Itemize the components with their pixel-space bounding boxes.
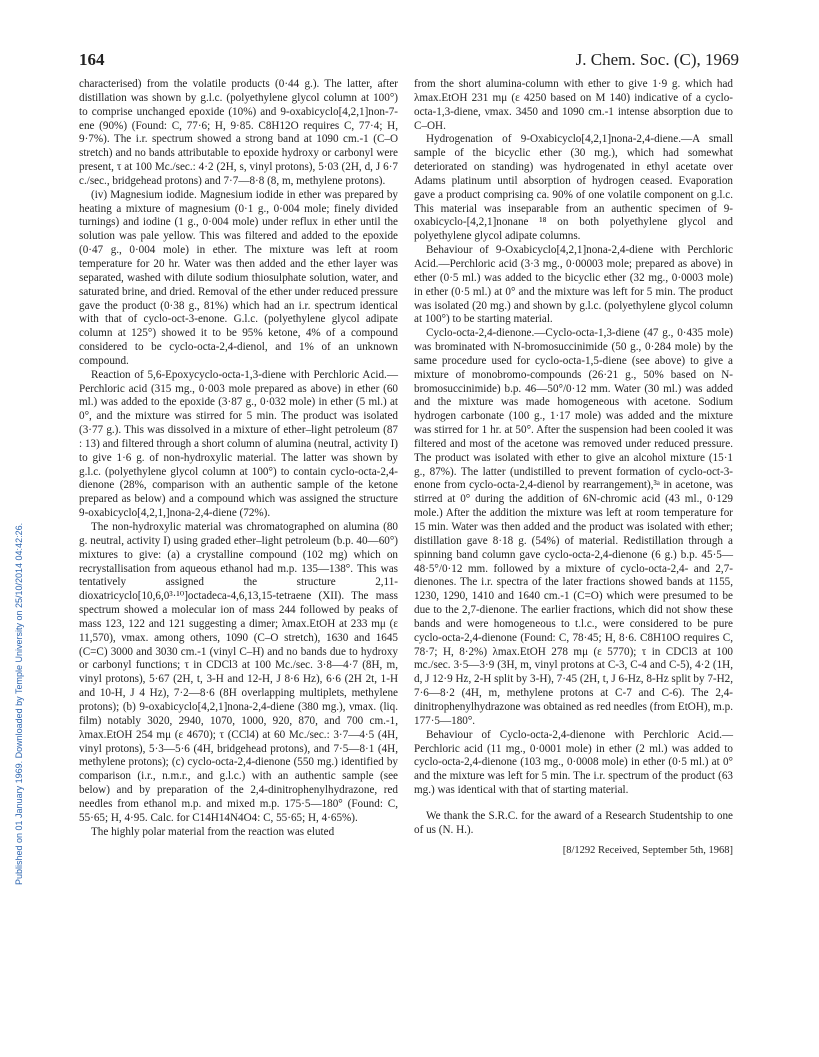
acknowledgement: We thank the S.R.C. for the award of a Research Studentship to one of us (N. H.). bbox=[414, 809, 733, 836]
paragraph: Hydrogenation of 9-Oxabicyclo[4,2,1]nona-2,4-diene.—A small sample of the bicyclic ether (30 mg.), which had somewhat deteriorated on standing) was hydrogenated in ethyl acetate over Adams platinum until absorption of hydrogen ceased. Evaporation gave a product comprising ca. 90% of one volatile component on g.l.c. This material was inseparable from an authentic specimen of 9-oxabicyclo-[4,2,1]nonane ¹⁸ on both polyethylene glycol and polyethylene glycol adipate columns. bbox=[414, 133, 733, 243]
received-line: [8/1292 Received, September 5th, 1968] bbox=[562, 844, 733, 856]
paragraph: The highly polar material from the reaction was eluted bbox=[91, 825, 335, 838]
paragraph: The non-hydroxylic material was chromatographed on alumina (80 g. neutral, activity I) using graded ether–light petroleum (b.p. 40—60°) mixtures to give: (a) a crystalline compound (102 mg) which on recrystallisation from aqueous ethanol had m.p. 135—138°. This was tentatively assigned the structure 2,11-dioxatricyclo[10,6,0³·¹⁰]octadeca-4,6,13,15-tetraene (XII). The mass spectrum showed a molecular ion of mass 244 followed by peaks of mass 123, 122 and 121 suggesting a dimer; λmax.EtOH at 233 mμ (ε 11,570), νmax. among others, 1090 (C–O stretch), 1630 and 1645 (C=C) 3000 and 3030 cm.-1 (vinyl C–H) and no bands due to hydroxy or carbonyl functions; τ in CDCl3 at 100 Mc./sec. 3·8—4·7 (8H, m, vinyl protons), 5·67 (2H, t, 3-H and 12-H, J 8·6 Hz), 6·6 (2H 2t, 1-H and 10-H, J 4 Hz), 7·2—8·6 (8H overlapping multiplets, methylene protons); (b) 9-oxabicyclo[4,2,1]nona-2,4-diene (380 mg.), νmax. (liq. film) notably 3020, 2940, 1070, 1000, 920, 870, and 700 cm.-1, λmax.EtOH 254 mμ (ε 4670); τ (CCl4) at 60 Mc./sec.: 3·7—4·5 (4H, vinyl protons), 5·3—5·6 (4H, bridgehead protons), and 7·5—8·1 (4H, methylene protons); (c) cyclo-octa-2,4-dienone (550 mg.) identified by comparison (i.r., n.m.r., and g.l.c.) with an authentic sample (see below) and by preparation of the 2,4-dinitrophenylhydrazone, red needles from ethanol m.p. and mixed m.p. 175·5—180° (Found: C, 55·65; H, 4·95. Calc. for C14H14N4O4: C, 55·65; H, 4·65%). bbox=[79, 521, 398, 824]
paragraph: Reaction of 5,6-Epoxycyclo-octa-1,3-diene with Perchloric Acid.—Perchloric acid (315 mg., 0·003 mole prepared as above) in ether (60 ml.) was added to the epoxide (3·87 g., 0·032 mole) in ether (5 ml.) at 0°, and the mixture was stirred for 5 min. The product was isolated (3·77 g.). This was dissolved in a mixture of ether–light petroleum (87 : 13) and filtered through a short column of alumina (neutral, activity I) to give 1·6 g. of non-hydroxylic material. The latter was shown by g.l.c. (polyethylene glycol column at 100°) to contain cyclo-octa-2,4-dienone (28%, comparison with an authentic sample of the ketone prepared as below) and a compound which was assigned the structure 9-oxabicyclo[4,2,1,]nona-2,4-diene (72%). bbox=[79, 368, 398, 520]
paragraph: Cyclo-octa-2,4-dienone.—Cyclo-octa-1,3-diene (47 g., 0·435 mole) was brominated with N-bromosuccinimide (50 g., 0·284 mole) by the same procedure used for cyclo-octa-1,5-diene (see above) to give a mixture of monobromo-compounds (26·21 g., 50% based on N-bromosuccinimide) b.p. 46—50°/0·12 mm. Water (30 ml.) was added and the mixture was made homogeneous with acetone. Sodium hydrogen carbonate (100 g., 1·17 mole) was added and the mixture was stirred for 1 hr. at 50°. After the suspension had been cooled it was filtered and most of the acetone was removed under reduced pressure. The product was isolated with ether to give an alcohol mixture (15·1 g., 87%). The latter (undistilled to prevent formation of cyclo-oct-3-enone from cyclo-octa-2,4-dienol by rearrangement),³ᵃ in acetone, was stirred at 0° during the addition of 6N-chromic acid (43 ml., 0·129 mole.) After the addition the mixture was left at room temperature for 15 min. Water was then added and the product was isolated with ether; distillation gave 8·18 g. (54%) of material. Redistillation through a spinning band column gave cyclo-octa-2,4-dienone (6 g.) b.p. 45·5—48·5°/0·12 mm. followed by a mixture of cyclo-octa-2,4- and 2,7-dienones. The i.r. spectra of the later fractions showed bands at 1155, 1230, 1290, 1410 and 1640 cm.-1 (C=O) which were presumed to be due to the 2,7-dienone. The earlier fractions, which did not show these bands and were homogeneous to t.l.c., were considered to be pure cyclo-octa-2,4-dienone (Found: C, 78·45; H, 8·6. C8H10O requires C, 78·7; H, 8·2%) λmax.EtOH 278 mμ (ε 5770); τ in CDCl3 at 100 mc./sec. 3·5—3·9 (3H, m, vinyl protons at C-3, C-4 and C-5), 4·2 (1H, d, J 12·9 Hz, 2-H split by 3-H), 7·45 (2H, t, J 6-Hz, 8-Hz split by 7-H2, 7·6—8·2 (4H, m, methylene protons at C-7 and C-6). The 2,4-dinitrophenylhydrazone was obtained as red needles (from EtOH), m.p. 177·5—180°. bbox=[414, 327, 734, 727]
paragraph: characterised) from the volatile products (0·44 g.). The latter, after distillation was shown by g.l.c. (polyethylene glycol column at 100°) to comprise unchanged epoxide (10%) and 9-oxabicyclo[4,2,1]non-7-ene (90%) (Found: C, 77·6; H, 9·85. C8H12O requires C, 77·4; H, 9·7%). The i.r. spectrum showed a strong band at 1090 cm.-1 (C–O stretch) and no bands attributable to epoxide hydroxy or carbonyl were present, τ at 100 Mc./sec.: 4·2 (2H, s, vinyl protons), 5·03 (2H, d, J 6·7 c./sec., bridgehead protons) and 7·7—8·8 (8, m, methylene protons). bbox=[79, 78, 398, 187]
right-column bbox=[414, 78, 733, 857]
paragraph: from the short alumina-column with ether to give 1·9 g. which had λmax.EtOH 231 mμ (ε 4250 based on M 140) indicative of a cyclo-octa-1,3-diene, νmax. 3450 and 1090 cm.-1 intense absorption due to C–OH. bbox=[414, 78, 733, 132]
left-column bbox=[79, 78, 398, 839]
side-watermark bbox=[2, 165, 24, 885]
download-note[interactable]: Published on 01 January 1969. Downloaded by Temple University on 25/10/2014 04:42:26. bbox=[14, 522, 24, 885]
paragraph: (iv) Magnesium iodide. Magnesium iodide in ether was prepared by heating a mixture of magnesium (0·1 g., 0·004 mole; finely divided turnings) and iodine (1 g., 0·004 mole) under reflux in ether until the solution was pale yellow. This was filtered and added to the epoxide (0·47 g., 0·004 mole) in ether. The mixture was left at room temperature for 20 hr. Water was then added and the ether layer was separated, washed with dilute sodium thiosulphate solution, water, and saturated brine, and dried. Removal of the ether under reduced pressure gave the product (0·38 g., 81%) which had an i.r. spectrum identical with that of cyclo-oct-3-enone. G.l.c. (polyethylene glycol adipate column at 125°) showed it to be 95% ketone, 4% of a compound considered to be cyclo-octa-2,4-dienol, and 1% of an unknown compound. bbox=[79, 188, 398, 367]
page-number: 164 bbox=[79, 50, 105, 69]
page-header bbox=[79, 50, 739, 74]
journal-title: J. Chem. Soc. (C), 1969 bbox=[575, 50, 739, 69]
paragraph: Behaviour of 9-Oxabicyclo[4,2,1]nona-2,4-diene with Perchloric Acid.—Perchloric acid (3·3 mg., 0·00003 mole; prepared as above) in ether (0·5 ml.) was added to the bicyclic ether (32 mg., 0·0003 mole) in ether (0·5 ml.) at 0° and the mixture was left for 5 min. The product was isolated (20 mg.) and shown by g.l.c. (polyethylene glycol column at 100°) to be starting material. bbox=[414, 244, 733, 326]
paragraph: Behaviour of Cyclo-octa-2,4-dienone with Perchloric Acid.—Perchloric acid (11 mg., 0·0001 mole) in ether (2 ml.) was added to cyclo-octa-2,4-dienone (103 mg., 0·0008 mole) in ether (0·5 ml.) at 0° and the mixture was left for 5 min. The i.r. spectrum of the product (63 mg.) was identical with that of starting material. bbox=[414, 728, 733, 797]
